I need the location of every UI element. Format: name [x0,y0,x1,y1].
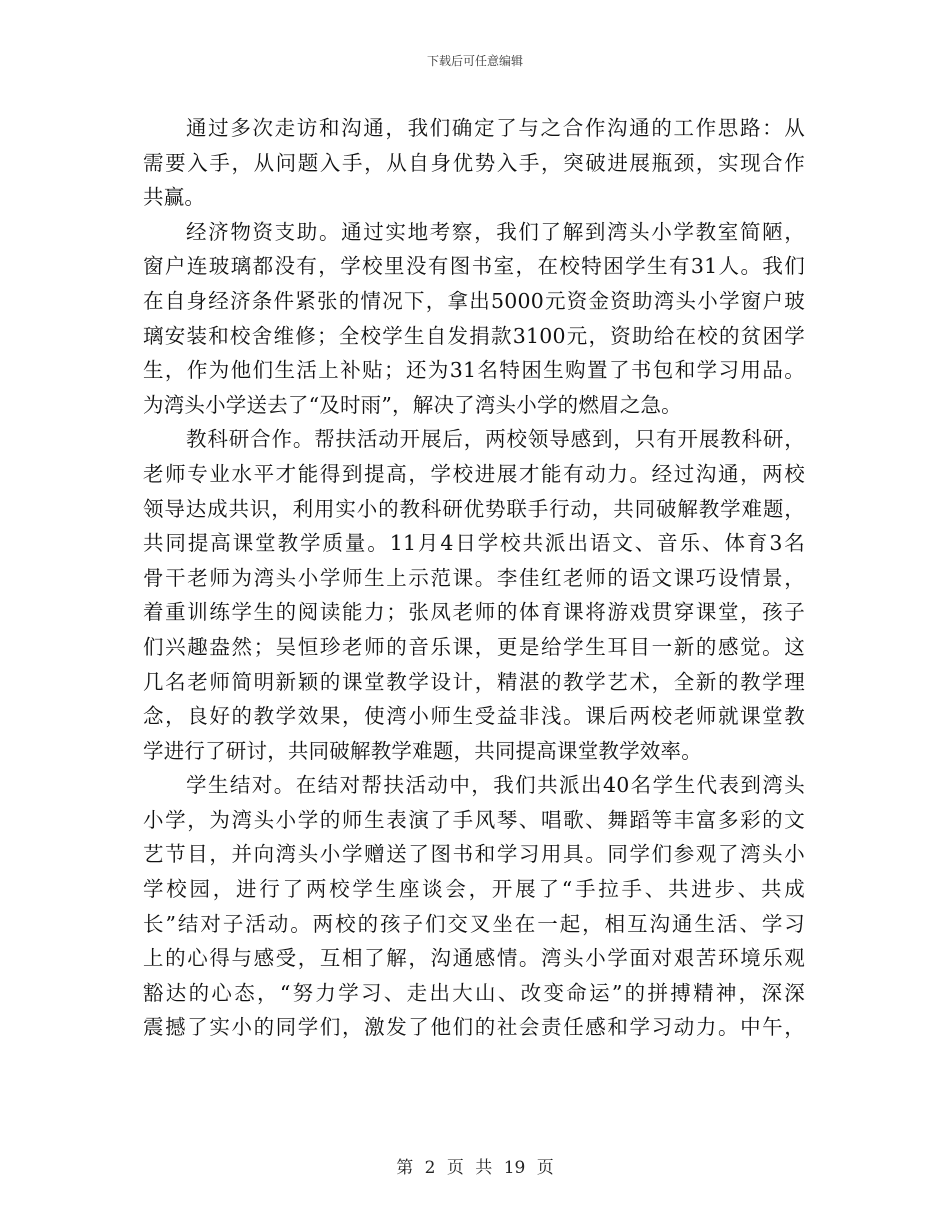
text-line: 几名老师简明新颖的课堂教学设计，精湛的教学艺术，全新的教学理 [143,669,805,694]
text-line: 学进行了研讨，共同破解教学难题，共同提高课堂教学效率。 [143,738,702,763]
text-line: 小学，为湾头小学的师生表演了手风琴、唱歌、舞蹈等丰富多彩的文 [143,807,805,832]
text-line: 念，良好的教学效果，使湾小师生受益非浅。课后两校老师就课堂教 [143,704,805,729]
document-body [143,111,805,1045]
text-line: 骨干老师为湾头小学师生上示范课。李佳红老师的语文课巧设情景， [143,565,805,590]
text-line: 艺节目，并向湾头小学赠送了图书和学习用具。同学们参观了湾头小 [143,842,805,867]
text-line: 们兴趣盎然；吴恒珍老师的音乐课，更是给学生耳目一新的感觉。这 [143,634,805,659]
page-header: 下载后可任意编辑 [426,54,523,68]
text-line: 生，作为他们生活上补贴；还为31名特困生购置了书包和学习用品。 [143,358,805,383]
text-line: 豁达的心态，“努力学习、走出大山、改变命运”的拼搏精神，深深 [143,980,805,1005]
text-line: 长”结对子活动。两校的孩子们交叉坐在一起，相互沟通生活、学习 [143,911,805,936]
text-line: 着重训练学生的阅读能力；张凤老师的体育课将游戏贯穿课堂，孩子 [143,600,805,625]
text-line: 通过多次走访和沟通，我们确定了与之合作沟通的工作思路：从 [186,116,805,140]
text-line: 共同提高课堂教学质量。11月4日学校共派出语文、音乐、体育3名 [143,531,805,556]
text-line: 上的心得与感受，互相了解，沟通感情。湾头小学面对艰苦环境乐观 [143,946,805,971]
text-line: 学校园，进行了两校学生座谈会，开展了“手拉手、共进步、共成 [143,877,805,902]
text-line: 窗户连玻璃都没有，学校里没有图书室，在校特困学生有31人。我们 [143,254,805,279]
text-line: 经济物资支助。通过实地考察，我们了解到湾头小学教室简陋， [186,219,805,244]
text-line: 璃安装和校舍维修；全校学生自发捐款3100元，资助给在校的贫困学 [143,323,805,348]
text-line: 学生结对。在结对帮扶活动中，我们共派出40名学生代表到湾头 [186,773,805,798]
page-footer: 第 2 页 共 19 页 [396,1158,554,1178]
text-line: 震撼了实小的同学们，激发了他们的社会责任感和学习动力。中午， [143,1015,805,1040]
text-line: 教科研合作。帮扶活动开展后，两校领导感到，只有开展教科研， [186,427,805,452]
text-line: 需要入手，从问题入手，从自身优势入手，突破进展瓶颈，实现合作 [143,150,805,175]
text-line: 领导达成共识，利用实小的教科研优势联手行动，共同破解教学难题， [143,496,805,521]
text-line: 老师专业水平才能得到提高，学校进展才能有动力。经过沟通，两校 [143,461,805,486]
text-line: 为湾头小学送去了“及时雨”，解决了湾头小学的燃眉之急。 [143,392,682,417]
text-line: 在自身经济条件紧张的情况下，拿出5000元资金资助湾头小学窗户玻 [143,288,805,313]
text-line: 共赢。 [143,185,206,210]
